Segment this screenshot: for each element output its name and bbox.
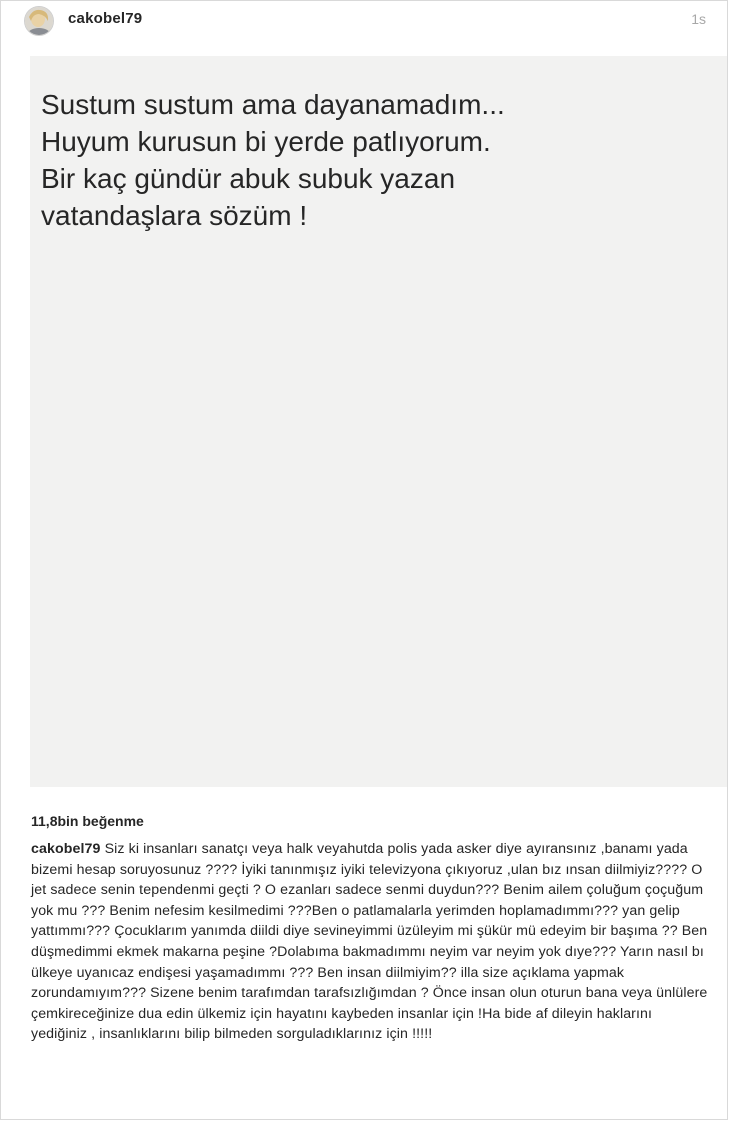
caption-username[interactable]: cakobel79 [31,841,101,857]
likes-count[interactable]: 11,8bin beğenme [31,813,144,829]
post-caption [31,839,711,1045]
post-header [2,2,728,46]
post-image[interactable] [30,56,727,787]
caption-text: Siz ki insanları sanatçı veya halk veyahutda polis yada asker diye ayıransınız ,banamı yada bizemi hesap soruyosunuz ???? İyiki tanınmışız iyiki televizyona çıkıyoruz ,ulan bız ınsan diilmiyiz???? O jet sadece senin tependenmi geçti ? O ezanları sadece senmi duydun??? Benim ailem çoluğum çoçuğum yok mu ??? Benim nefesim kesilmedimi ???Ben o patlamalarla yerimden hoplamadımmı??? yan gelip yattımmı??? Çocuklarım yanımda diildi diye sevineyimmi üzüleyim mi şükür mü edeyim bir başıma ?? Ben düşmedimmi ekmek makarna peşine ?Dolabıma bakmadımmı neyim var neyim yok dıye??? Yarın nasıl bı ülkeye uyanıcaz endişesi yaşamadımmı ??? Ben insan diilmiyim?? illa size açıklama yapmak zorundamıyım??? Sizene benim tarafımdan tarafsızlığımdan ? Önce insan olun oturun bana veya ünlülere çemkireceğinize dua edin ülkemiz için hayatını kaybeden insanlar için !Ha bide af dileyin haklarını yediğiniz , insanlıklarını bilip bilmeden sorguladıklarınız için !!!!! [31,841,708,1043]
avatar[interactable] [24,6,54,36]
post-image-text: Sustum sustum ama dayanamadım... Huyum kurusun bi yerde patlıyorum. Bir kaç gündür abuk subuk yazan vatandaşlara sözüm ! [41,89,505,231]
avatar-photo-icon [25,7,53,35]
post-username[interactable]: cakobel79 [68,10,143,27]
post-timestamp: 1s [691,11,706,27]
